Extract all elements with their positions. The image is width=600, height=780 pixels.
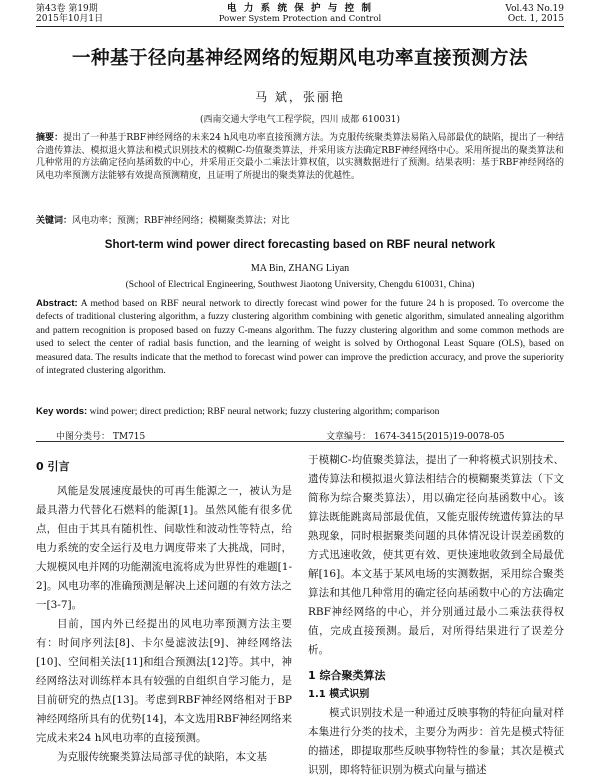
section-1-heading: 1 综合聚类算法 [308, 669, 386, 682]
journal-name-en: Power System Protection and Control [218, 14, 382, 24]
header-center [36, 4, 564, 24]
abstract-en-label: Abstract: [36, 298, 78, 309]
intro-paragraph-3: 为克服传统聚类算法局部寻优的缺陷，本文基 [57, 751, 267, 763]
keywords-zh-text: 风电功率；预测；RBF神经网络；模糊聚类算法；对比 [72, 216, 290, 226]
keywords-zh [36, 215, 564, 227]
section-1-1-paragraph: 模式识别技术是一种通过反映事物的特征向量对样本集进行分类的技术，主要分为两步：首先是模式特征的描述，即提取那些反映事物特性的参量；其次是模式识别，即将特征识别为模式向量与描述 [308, 707, 564, 776]
authors-en: MA Bin, ZHANG Liyan [250, 263, 350, 274]
paper-title-en: Short-term wind power direct forecasting based on RBF neural network [104, 239, 496, 251]
affiliation-en: (School of Electrical Engineering, Southwest Jiaotong University, Chengdu 610031, China) [125, 280, 475, 290]
abstract-zh-text: 提出了一种基于RBF神经网络的未来24 h风电功率直接预测方法。为克服传统聚类算法易陷入局部最优的缺陷，提出了一种结合遗传算法、模拟退火算法和模式识别技术的模糊C-均值聚类算法，并采用该方法确定RBF神经网络中心。采用所提出的聚类算法和几种常用的方法确定径向基函数的中心，并采用正交最小二乘法计算权值，以实测数据进行了预测。结果表明：基于RBF神经网络的风电功率预测方法能够有效提高预测精度，且证明了所提出的聚类算法的优越性。 [36, 133, 564, 181]
body-column-right [308, 451, 564, 780]
affiliation-zh: (西南交通大学电气工程学院，四川 成都 610031) [199, 115, 401, 125]
section-1-1-heading: 1.1 模式识别 [308, 689, 370, 700]
header-right [505, 4, 564, 24]
running-header [36, 4, 564, 27]
date-en: Oct. 1, 2015 [507, 14, 564, 24]
intro-paragraph-2: 目前，国内外已经提出的风电功率预测方法主要有：时间序列法[8]、卡尔曼滤波法[9]、神经网络法[10]、空间相关法[11]和组合预测法[12]等。其中，神经网络法对训练样本具有较强的自组织自学习能力，是目前研究的热点[13]。考虑到RBF神经网络相对于BP神经网络所具有的优势[14]，本文选用RBF神经网络来完成未来24 h风电功率的直接预测。 [36, 618, 292, 744]
article-number: 文章编号： 1674-3415(2015)19-0078-05 [326, 432, 505, 442]
volume-issue-en: Vol.43 No.19 [505, 4, 564, 14]
keywords-zh-label: 关键词： [36, 216, 73, 226]
abstract-en [36, 297, 564, 378]
abstract-zh-label: 摘要： [36, 133, 64, 143]
classification-line [36, 429, 564, 442]
body-column-left [36, 451, 292, 767]
intro-paragraph-1: 风能是发展速度最快的可再生能源之一，被认为是最具潜力代替化石燃料的能源[1]。虽然风能有很多优点，但由于其具有随机性、间歇性和波动性等特点，给电力系统的安全运行及电力调度带来了大挑战，同时，大规模风电并网的功能潮流电流将成为世界性的难题[1-2]。风电功率的准确预测是解决上述问题的有效方法之一[3-7]。 [36, 485, 292, 611]
keywords-en-label: Key words: [36, 406, 88, 417]
journal-name-zh: 电 力 系 统 保 护 与 控 制 [227, 3, 373, 14]
keywords-en [36, 406, 564, 418]
section-0-heading: 0 引言 [36, 460, 70, 473]
authors-zh: 马 斌，张丽艳 [255, 90, 345, 104]
intro-paragraph-3-cont: 于模糊C-均值聚类算法，提出了一种将模式识别技术、遗传算法和模拟退火算法相结合的模糊聚类算法（下文简称为综合聚类算法），用以确定径向基函数中心。该算法既能跳离局部最优值，又能克服传统遗传算法的早熟现象，同时根据聚类问题的具体情况设计误差函数的方式迅速收敛，使其更有效、更快速地收敛到全局最优解[16]。本文基于某风电场的实测数据，采用综合聚类算法和其他几种常用的确定径向基函数中心的方法确定RBF神经网络的中心，并分别通过最小二乘法获得权值，完成直接预测。最后，对所得结果进行了误差分析。 [308, 454, 564, 656]
abstract-en-text: A method based on RBF neural network to directly forecast wind power for the future 24 h is proposed. To overcome the defects of traditional clustering algorithm, a fuzzy clustering algorithm combining with genetic algorithm, simulated annealing algorithm and pattern recognition is proposed based on fuzzy C-means algorithm. The fuzzy clustering algorithm and some common methods are used to select the center of radial basis function, and the learning of weight is solved by Orthogonal Least Square (OLS), based on measured data. The results indicate that the method to forecast wind power can improve the prediction accuracy, and prove the superiority of integrated clustering algorithm. [36, 299, 564, 377]
volume-issue-zh: 第43卷 第19期 [36, 4, 98, 14]
clc-number: 中图分类号： TM715 [56, 432, 146, 442]
date-zh: 2015年10月1日 [36, 14, 104, 24]
paper-title-zh: 一种基于径向基神经网络的短期风电功率直接预测方法 [71, 48, 528, 69]
abstract-zh [36, 132, 564, 182]
keywords-en-text: wind power; direct prediction; RBF neural network; fuzzy clustering algorithm; comparison [89, 407, 440, 417]
